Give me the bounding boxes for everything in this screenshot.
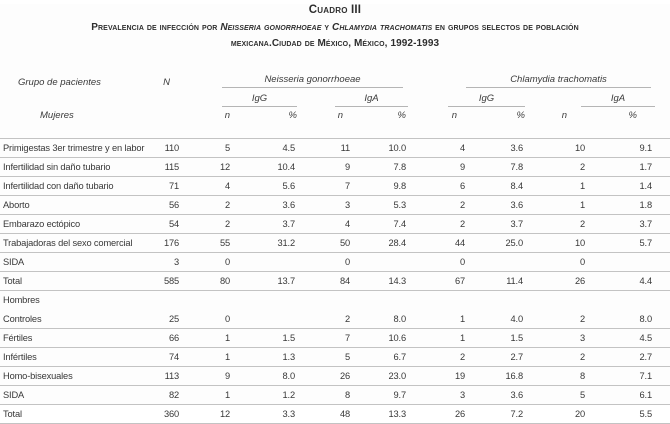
row-label: Infertilidad con daño tubario xyxy=(0,177,145,196)
value-cell: 1.5 xyxy=(232,329,297,348)
column-header-n-total: N xyxy=(163,77,170,88)
value-cell: 12 xyxy=(181,405,232,424)
value-cell: 4.4 xyxy=(587,272,670,291)
table-row xyxy=(0,234,670,253)
species-name-neisseria: Neisseria gonorrhoeae xyxy=(220,22,322,33)
value-cell: 1.8 xyxy=(587,196,670,215)
value-cell: 1.7 xyxy=(587,158,670,177)
table-row xyxy=(0,158,670,177)
value-cell: 7.8 xyxy=(352,158,408,177)
value-cell: 10.6 xyxy=(352,329,408,348)
row-label: SIDA xyxy=(0,386,145,405)
value-cell: 14.3 xyxy=(352,272,408,291)
value-cell: 9.1 xyxy=(587,139,670,158)
value-cell: 28.4 xyxy=(352,234,408,253)
value-cell xyxy=(467,291,525,310)
value-cell: 10 xyxy=(525,139,587,158)
value-cell: 12 xyxy=(181,158,232,177)
value-cell: 2 xyxy=(408,215,467,234)
value-cell: 4 xyxy=(181,177,232,196)
value-cell: 2 xyxy=(525,348,587,367)
value-cell: 360 xyxy=(145,405,181,424)
value-cell: 3.6 xyxy=(232,196,297,215)
row-label: Fértiles xyxy=(0,329,145,348)
value-cell: 2 xyxy=(525,215,587,234)
group-label-neisseria: Neisseria gonorrhoeae xyxy=(264,74,361,85)
value-cell: 0 xyxy=(181,310,232,329)
value-cell xyxy=(232,291,297,310)
value-cell: 9 xyxy=(408,158,467,177)
value-cell: 80 xyxy=(181,272,232,291)
value-cell: 10.0 xyxy=(352,139,408,158)
group-label-chlamydia: Chlamydia trachomatis xyxy=(510,74,607,85)
table-row xyxy=(0,253,670,272)
value-cell: 82 xyxy=(145,386,181,405)
caption-years: 1992-1993 xyxy=(390,37,440,49)
empty-header-cell xyxy=(145,107,181,139)
value-cell: 2 xyxy=(297,310,352,329)
value-cell xyxy=(181,291,232,310)
value-cell: 176 xyxy=(145,234,181,253)
value-cell xyxy=(297,291,352,310)
value-cell: 3.7 xyxy=(467,215,525,234)
value-cell: 5.5 xyxy=(587,405,670,424)
value-cell: 3.6 xyxy=(467,196,525,215)
value-cell: 7.4 xyxy=(352,215,408,234)
value-cell: 3.7 xyxy=(587,215,670,234)
table-row xyxy=(0,386,670,405)
value-cell: 2 xyxy=(525,310,587,329)
ng-iga-underline: IgA xyxy=(335,92,408,107)
value-cell: 5.3 xyxy=(352,196,408,215)
value-cell: 115 xyxy=(145,158,181,177)
value-cell: 44 xyxy=(408,234,467,253)
value-cell: 585 xyxy=(145,272,181,291)
value-cell: 7 xyxy=(297,177,352,196)
column-header-grupo-de-pacientes: Grupo de pacientes xyxy=(18,77,101,88)
prevalence-table xyxy=(0,66,670,424)
value-cell: 84 xyxy=(297,272,352,291)
value-cell: 4.5 xyxy=(232,139,297,158)
value-cell: 9.7 xyxy=(352,386,408,405)
value-cell xyxy=(352,291,408,310)
row-label: Embarazo ectópico xyxy=(0,215,145,234)
subheader-cell-ng-igg xyxy=(181,88,297,107)
value-cell: 4 xyxy=(408,139,467,158)
value-cell: 7.8 xyxy=(467,158,525,177)
table-row xyxy=(0,215,670,234)
value-cell: 71 xyxy=(145,177,181,196)
row-label: Infertilidad sin daño tubario xyxy=(0,158,145,177)
value-cell: 66 xyxy=(145,329,181,348)
value-cell: 1 xyxy=(525,177,587,196)
value-cell: 3 xyxy=(525,329,587,348)
value-cell: 11 xyxy=(297,139,352,158)
value-cell: 4 xyxy=(297,215,352,234)
section-label-mujeres: Mujeres xyxy=(0,107,145,139)
value-cell: 31.2 xyxy=(232,234,297,253)
value-cell xyxy=(408,291,467,310)
row-label: Trabajadoras del sexo comercial xyxy=(0,234,145,253)
value-cell: 3.6 xyxy=(467,139,525,158)
value-cell: 67 xyxy=(408,272,467,291)
value-cell: 6.7 xyxy=(352,348,408,367)
value-cell: 9 xyxy=(297,158,352,177)
value-cell xyxy=(352,253,408,272)
value-cell: 6.1 xyxy=(587,386,670,405)
value-cell: 3 xyxy=(297,196,352,215)
value-cell: 5 xyxy=(297,348,352,367)
value-cell: 1.5 xyxy=(467,329,525,348)
table-row xyxy=(0,272,670,291)
value-cell: 8 xyxy=(297,386,352,405)
value-cell: 1 xyxy=(525,196,587,215)
value-cell: 4.0 xyxy=(467,310,525,329)
value-cell: 55 xyxy=(181,234,232,253)
ct-igg-underline: IgG xyxy=(448,92,525,107)
value-cell: 0 xyxy=(181,253,232,272)
value-cell: 5 xyxy=(181,139,232,158)
table-number-title: Cuadro III xyxy=(308,4,362,16)
value-cell: 2 xyxy=(408,196,467,215)
row-label: SIDA xyxy=(0,253,145,272)
value-cell xyxy=(587,253,670,272)
value-cell: 20 xyxy=(525,405,587,424)
row-label: Total xyxy=(0,405,145,424)
table-body xyxy=(0,139,670,424)
row-label: Hombres xyxy=(3,295,40,306)
value-cell xyxy=(525,291,587,310)
value-cell: 2.7 xyxy=(467,348,525,367)
value-cell: 0 xyxy=(525,253,587,272)
value-cell: 1 xyxy=(408,329,467,348)
pct-column-header: % xyxy=(467,107,525,139)
section-row xyxy=(0,291,670,310)
row-label: Infértiles xyxy=(0,348,145,367)
species-name-chlamydia: Chlamydia trachomatis xyxy=(332,22,433,33)
value-cell: 1.2 xyxy=(232,386,297,405)
table-row xyxy=(0,139,670,158)
n-column-header: n xyxy=(525,107,587,139)
value-cell: 8.0 xyxy=(232,367,297,386)
value-cell: 13.7 xyxy=(232,272,297,291)
caption-line-2: mexicana.Ciudad de México, México, 1992-1993 xyxy=(230,37,440,49)
value-cell: 3.3 xyxy=(232,405,297,424)
value-cell: 13.3 xyxy=(352,405,408,424)
value-cell: 74 xyxy=(145,348,181,367)
neisseria-group-underline xyxy=(222,73,403,88)
ng-igg-underline: IgG xyxy=(222,92,297,107)
row-label: Aborto xyxy=(0,196,145,215)
table-row xyxy=(0,329,670,348)
value-cell: 1.4 xyxy=(587,177,670,196)
value-cell: 19 xyxy=(408,367,467,386)
value-cell: 3 xyxy=(408,386,467,405)
value-cell xyxy=(232,253,297,272)
value-cell: 5 xyxy=(525,386,587,405)
value-cell: 110 xyxy=(145,139,181,158)
pct-column-header: % xyxy=(587,107,670,139)
value-cell: 1.3 xyxy=(232,348,297,367)
value-cell: 50 xyxy=(297,234,352,253)
value-cell: 5.6 xyxy=(232,177,297,196)
value-cell: 26 xyxy=(297,367,352,386)
value-cell: 7.2 xyxy=(467,405,525,424)
n-column-header: n xyxy=(297,107,352,139)
value-cell: 9 xyxy=(181,367,232,386)
value-cell: 3.6 xyxy=(467,386,525,405)
subheader-cell-ct-iga xyxy=(525,88,670,107)
value-cell: 16.8 xyxy=(467,367,525,386)
value-cell xyxy=(232,310,297,329)
value-cell: 3.7 xyxy=(232,215,297,234)
n-column-header: n xyxy=(408,107,467,139)
value-cell: 26 xyxy=(525,272,587,291)
subheader-cell-ct-igg xyxy=(408,88,525,107)
table-figure-page xyxy=(0,4,670,419)
value-cell: 1 xyxy=(181,348,232,367)
row-label: Primigestas 3er trimestre y en labor xyxy=(0,139,145,158)
value-cell: 6 xyxy=(408,177,467,196)
pct-column-header: % xyxy=(232,107,297,139)
value-cell: 8.0 xyxy=(352,310,408,329)
row-label: Homo-bisexuales xyxy=(0,367,145,386)
table-row xyxy=(0,367,670,386)
value-cell xyxy=(587,291,670,310)
value-cell: 3 xyxy=(145,253,181,272)
value-cell: 8.0 xyxy=(587,310,670,329)
value-cell: 25.0 xyxy=(467,234,525,253)
value-cell: 5.7 xyxy=(587,234,670,253)
value-cell: 2 xyxy=(525,158,587,177)
table-row xyxy=(0,405,670,424)
value-cell: 1 xyxy=(181,329,232,348)
value-cell: 25 xyxy=(145,310,181,329)
value-cell: 1 xyxy=(181,386,232,405)
pct-column-header: % xyxy=(352,107,408,139)
header-row-groups xyxy=(0,66,670,88)
value-cell: 1 xyxy=(408,310,467,329)
table-row xyxy=(0,196,670,215)
value-cell: 4.5 xyxy=(587,329,670,348)
value-cell: 2 xyxy=(408,348,467,367)
value-cell: 9.8 xyxy=(352,177,408,196)
value-cell xyxy=(145,291,181,310)
value-cell: 7.1 xyxy=(587,367,670,386)
value-cell: 0 xyxy=(297,253,352,272)
group-header-cell-neisseria xyxy=(181,66,408,88)
value-cell: 56 xyxy=(145,196,181,215)
value-cell: 2 xyxy=(181,196,232,215)
value-cell: 48 xyxy=(297,405,352,424)
value-cell: 113 xyxy=(145,367,181,386)
row-label: Controles xyxy=(0,310,145,329)
value-cell: 2.7 xyxy=(587,348,670,367)
header-row-n-pct xyxy=(0,107,670,139)
table-row xyxy=(0,177,670,196)
value-cell: 7 xyxy=(297,329,352,348)
group-header-cell-chlamydia xyxy=(408,66,670,88)
value-cell: 10 xyxy=(525,234,587,253)
value-cell: 8.4 xyxy=(467,177,525,196)
empty-header-cell xyxy=(145,88,181,107)
table-row xyxy=(0,310,670,329)
n-column-header: n xyxy=(181,107,232,139)
subheader-cell-ng-iga xyxy=(297,88,408,107)
value-cell: 54 xyxy=(145,215,181,234)
empty-header-cell xyxy=(0,88,145,107)
chlamydia-group-underline xyxy=(466,73,651,88)
value-cell: 23.0 xyxy=(352,367,408,386)
caption-line-1: Prevalencia de infección por Neisseria gonorrhoeae y Chlamydia trachomatis en grupos selectos de población xyxy=(91,22,579,33)
value-cell: 0 xyxy=(408,253,467,272)
value-cell: 8 xyxy=(525,367,587,386)
ct-iga-underline: IgA xyxy=(581,92,655,107)
table-header xyxy=(0,66,670,139)
value-cell: 2 xyxy=(181,215,232,234)
table-row xyxy=(0,348,670,367)
value-cell: 10.4 xyxy=(232,158,297,177)
row-label: Total xyxy=(0,272,145,291)
header-row-antibody xyxy=(0,88,670,107)
value-cell: 11.4 xyxy=(467,272,525,291)
value-cell xyxy=(467,253,525,272)
value-cell: 26 xyxy=(408,405,467,424)
table-caption xyxy=(0,20,670,51)
